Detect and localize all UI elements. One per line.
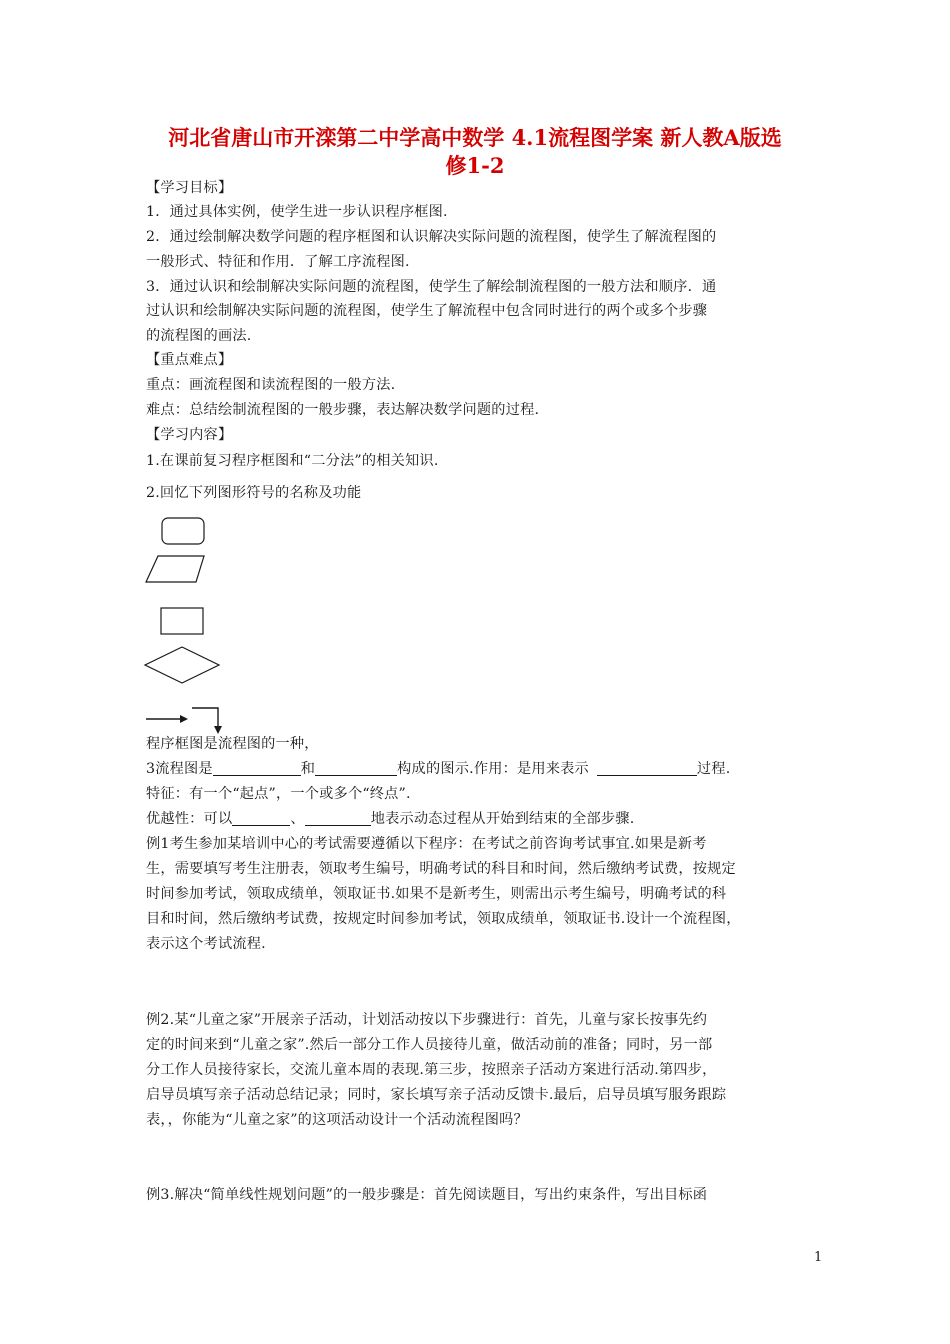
example-2-line-2: 定的时间来到“儿童之家”.然后一部分工作人员接待儿童，做活动前的准备；同时，另一部 (146, 1037, 713, 1053)
decision-diamond-symbol (145, 647, 219, 683)
key-difficulty-heading: 【重点难点】 (146, 352, 233, 368)
example-1-line-2: 生，需要填写考生注册表，领取考生编号，明确考试的科目和时间，然后缴纳考试费，按规定 (146, 861, 736, 877)
terminal-symbol (162, 518, 204, 544)
objective-3a: 3．通过认识和绘制解决实际问题的流程图，使学生了解绘制流程图的一般方法和顺序．通 (146, 279, 717, 295)
example-3-line-1: 例3.解决“简单线性规划问题”的一般步骤是：首先阅读题目，写出约束条件，写出目标函 (146, 1187, 708, 1203)
example-2-line-4: 启导员填写亲子活动总结记录；同时，家长填写亲子活动反馈卡.最后，启导员填写服务跟踪 (146, 1087, 727, 1103)
content-item-2: 2.回忆下列图形符号的名称及功能 (146, 485, 362, 501)
objective-3b: 过认识和绘制解决实际问题的流程图，使学生了解流程中包含同时进行的两个或多个步骤 (146, 303, 708, 319)
note-line-3: 特征：有一个“起点”，一个或多个“终点”. (146, 786, 411, 802)
note-line-4c: 地表示动态过程从开始到结束的全部步骤. (370, 811, 635, 827)
example-2-line-1: 例2.某“儿童之家”开展亲子活动，计划活动按以下步骤进行：首先，儿童与家长按事先约 (146, 1012, 708, 1028)
fill-blank-2[interactable] (315, 761, 397, 776)
objectives-heading: 【学习目标】 (146, 180, 233, 196)
process-rect-symbol (161, 608, 203, 634)
example-2-line-5: 表，，你能为“儿童之家”的这项活动设计一个活动流程图吗？ (146, 1112, 528, 1128)
document-title (100, 124, 850, 180)
objective-1: 1．通过具体实例，使学生进一步认识程序框图. (146, 204, 448, 220)
note-line-2b: 和 (300, 761, 316, 777)
note-line-1: 程序框图是流程图的一种， (146, 736, 319, 752)
difficulty-point: 难点：总结绘制流程图的一般步骤，表达解决数学问题的过程. (146, 402, 540, 418)
objective-2b: 一般形式、特征和作用．了解工序流程图. (146, 254, 410, 270)
example-1-line-5: 表示这个考试流程. (146, 936, 266, 952)
note-line-2a: 3流程图是 (146, 761, 213, 777)
note-line-2 (146, 759, 826, 779)
fill-blank-1[interactable] (213, 761, 301, 776)
title-line-2: 修1-2 (445, 153, 505, 178)
title-line-1: 河北省唐山市开滦第二中学高中数学 4.1流程图学案 新人教A版选 (168, 125, 782, 150)
example-1-line-3: 时间参加考试，领取成绩单，领取证书.如果不是新考生，则需出示考生编号，明确考试的科 (146, 886, 727, 902)
note-line-2c: 构成的图示.作用：是用来表示 (397, 761, 589, 777)
fill-blank-3[interactable] (597, 761, 697, 776)
io-parallelogram-symbol (146, 556, 204, 582)
fill-blank-5[interactable] (305, 811, 371, 826)
example-1-line-1: 例1考生参加某培训中心的考试需要遵循以下程序：在考试之前咨询考试事宜.如果是新考 (146, 836, 707, 852)
objective-3c: 的流程图的画法. (146, 328, 252, 344)
note-line-4a: 优越性：可以 (146, 811, 233, 827)
key-point: 重点：画流程图和读流程图的一般方法. (146, 377, 396, 393)
note-line-4b: 、 (290, 811, 305, 827)
flow-arrow-down-icon (192, 708, 222, 734)
flowchart-symbols (140, 512, 240, 737)
fill-blank-4[interactable] (232, 811, 290, 826)
objective-2a: 2．通过绘制解决数学问题的程序框图和认识解决实际问题的流程图，使学生了解流程图的 (146, 229, 717, 245)
content-item-1: 1.在课前复习程序框图和“二分法”的相关知识. (146, 453, 439, 469)
flow-arrow-right-icon (146, 715, 188, 723)
note-line-2d: 过程. (696, 761, 731, 777)
example-1-line-4: 目和时间，然后缴纳考试费，按规定时间参加考试，领取成绩单，领取证书.设计一个流程图， (146, 911, 741, 927)
note-line-4 (146, 809, 826, 829)
example-2-line-3: 分工作人员接待家长，交流儿童本周的表现.第三步，按照亲子活动方案进行活动.第四步， (146, 1062, 717, 1078)
content-heading: 【学习内容】 (146, 427, 233, 443)
page-number: 1 (814, 1250, 823, 1265)
